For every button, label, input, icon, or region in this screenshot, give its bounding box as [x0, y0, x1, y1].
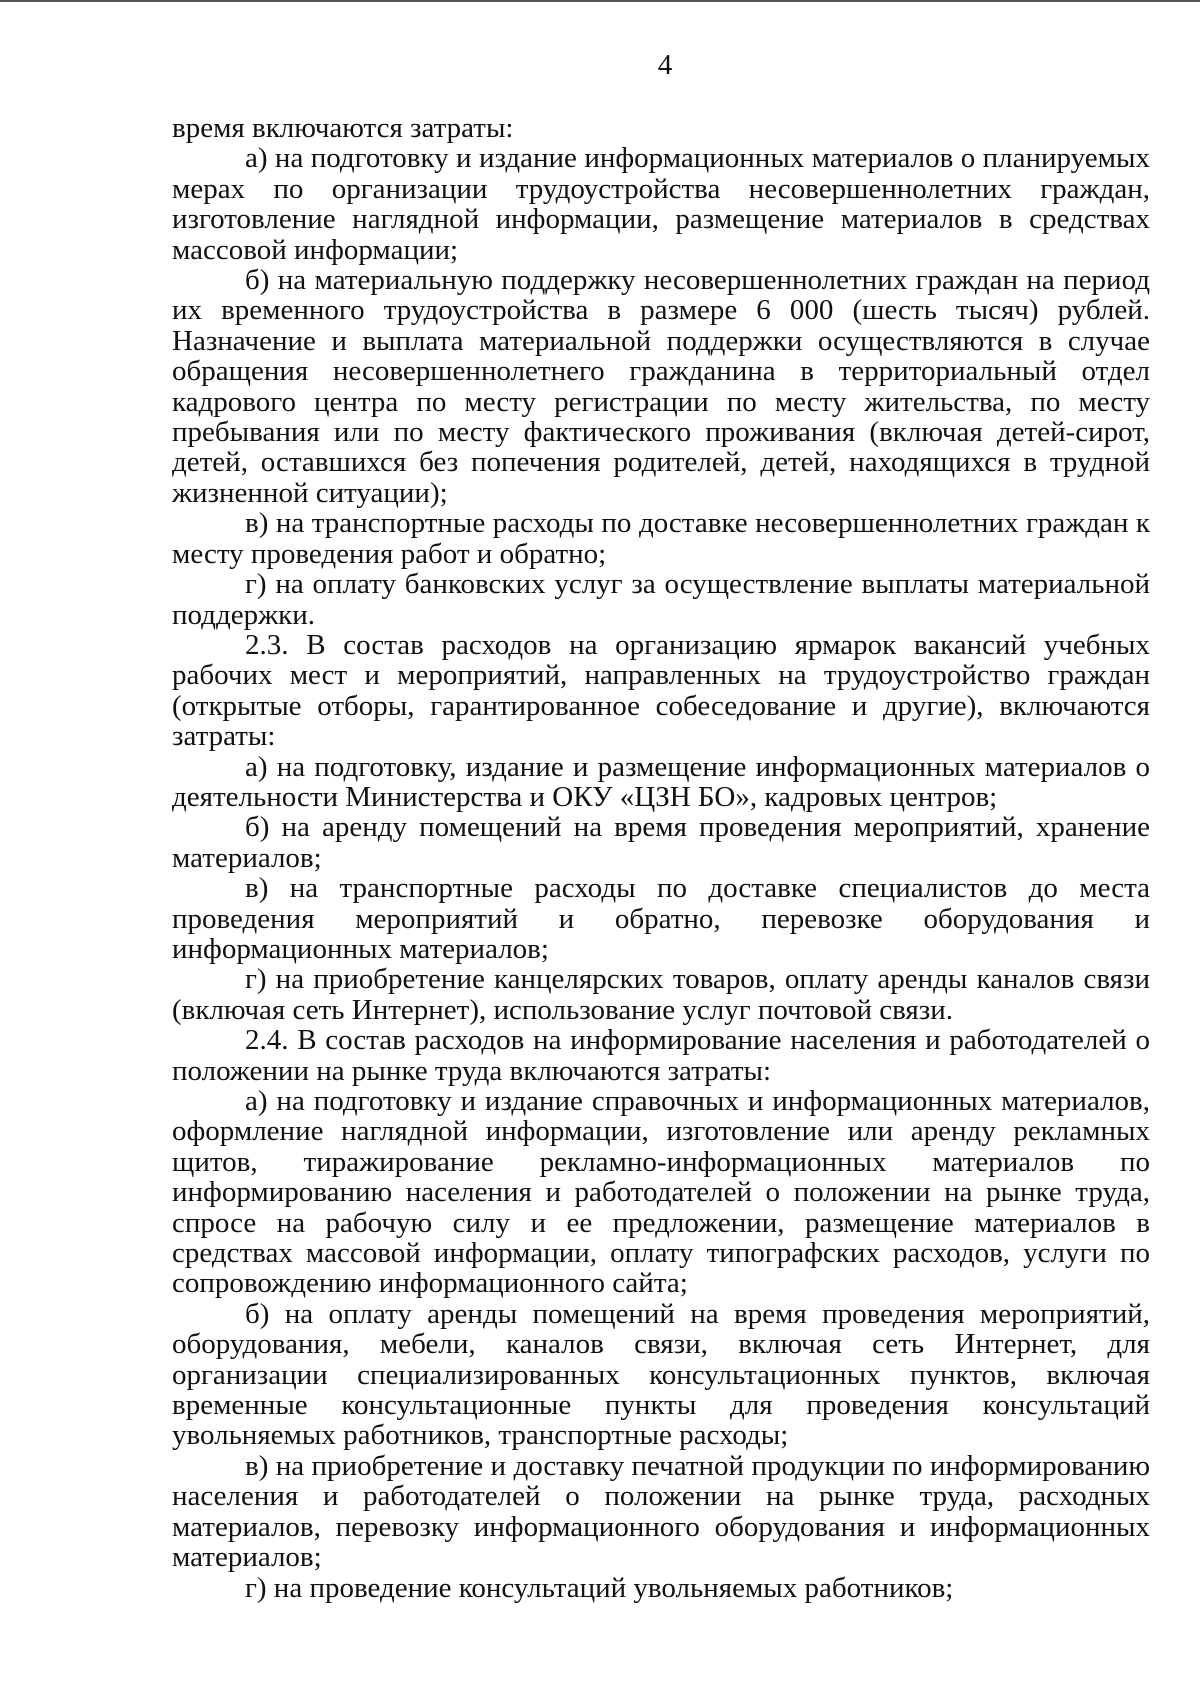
- body-paragraph: 2.3. В состав расходов на организацию ярмарок вакансий учебных рабочих мест и мероприятий, направленных на трудоустройство граждан (открытые отборы, гарантированное собеседование и другие), включаются затраты:: [172, 628, 1150, 753]
- body-paragraph: в) на транспортные расходы по доставке специалистов до места проведения мероприятий и обратно, перевозке оборудования и информационных материалов;: [172, 872, 1150, 965]
- body-paragraph: б) на материальную поддержку несовершеннолетних граждан на период их временного трудоустройства в размере 6 000 (шесть тысяч) рублей. Назначение и выплата материальной поддержки осуществляются в случае обращения несовершеннолетнего гражданина в территориальный отдел кадрового центра по месту регистрации по месту жительства, по месту пребывания или по месту фактического проживания (включая детей-сирот, детей, оставшихся без попечения родителей, детей, находящихся в трудной жизненной ситуации);: [172, 264, 1150, 509]
- body-paragraph: г) на приобретение канцелярских товаров, оплату аренды каналов связи (включая сеть Интернет), использование услуг почтовой связи.: [172, 963, 1150, 1026]
- scan-top-edge: [0, 0, 1200, 2]
- body-paragraph: а) на подготовку, издание и размещение информационных материалов о деятельности Министерства и ОКУ «ЦЗН БО», кадровых центров;: [172, 750, 1150, 813]
- body-paragraph: г) на проведение консультаций увольняемых работников;: [245, 1571, 954, 1604]
- body-paragraph: в) на транспортные расходы по доставке несовершеннолетних граждан к месту проведения работ и обратно;: [172, 507, 1150, 570]
- document-body: [172, 113, 1150, 1603]
- body-paragraph: а) на подготовку и издание справочных и информационных материалов, оформление наглядной информации, изготовление или аренду рекламных щитов, тиражирование рекламно-информационных материалов по информированию населения и работодателей о положении на рынке труда, спросе на рабочую силу и ее предложении, размещение материалов в средствах массовой информации, оплату типографских расходов, услуги по сопровождению информационного сайта;: [172, 1085, 1150, 1300]
- body-paragraph: б) на оплату аренды помещений на время проведения мероприятий, оборудования, мебели, каналов связи, включая сеть Интернет, для организации специализированных консультационных пунктов, включая временные консультационные пункты для проведения консультаций увольняемых работников, транспортные расходы;: [172, 1297, 1150, 1452]
- body-paragraph: 2.4. В состав расходов на информирование населения и работодателей о положении на рынке труда включаются затраты:: [172, 1024, 1150, 1087]
- body-paragraph: а) на подготовку и издание информационных материалов о планируемых мерах по организации трудоустройства несовершеннолетних граждан, изготовление наглядной информации, размещение материалов в средствах массовой информации;: [172, 142, 1150, 266]
- body-paragraph: в) на приобретение и доставку печатной продукции по информированию населения и работодателей о положении на рынке труда, расходных материалов, перевозку информационного оборудования и информационных материалов;: [172, 1449, 1150, 1574]
- body-paragraph: г) на оплату банковских услуг за осуществление выплаты материальной поддержки.: [172, 568, 1150, 631]
- body-paragraph: б) на аренду помещений на время проведения мероприятий, хранение материалов;: [172, 811, 1150, 874]
- body-paragraph: время включаются затраты:: [172, 112, 514, 144]
- page-number: 4: [657, 49, 673, 81]
